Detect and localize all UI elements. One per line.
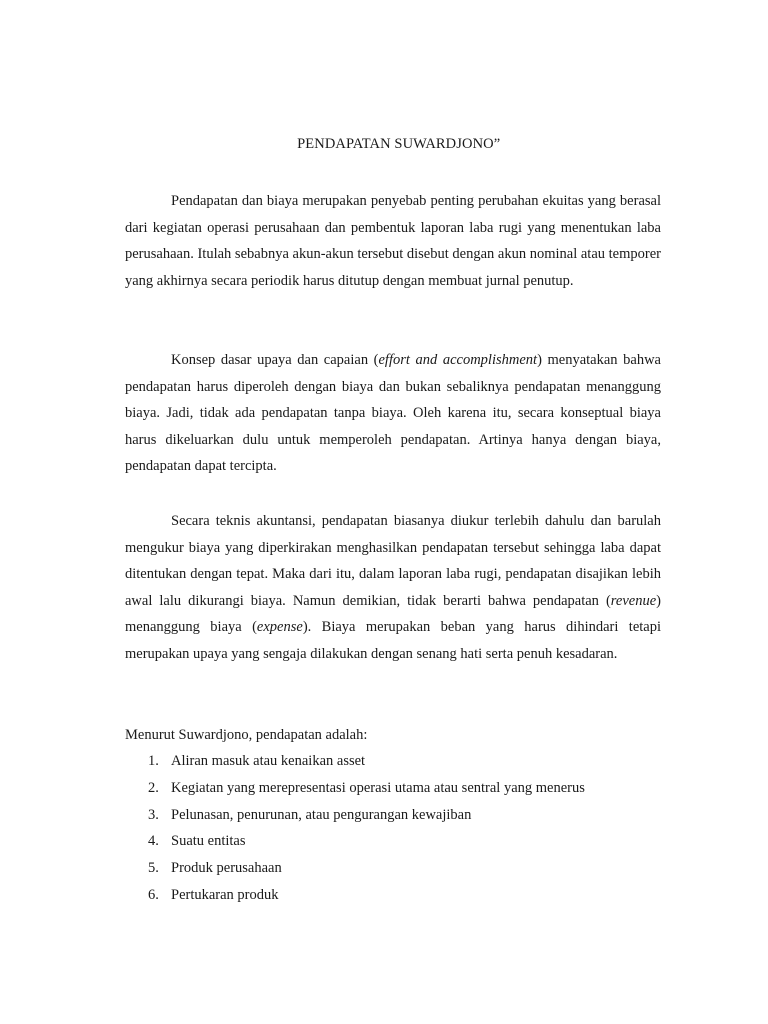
paragraph-3-part2: ) menanggung biaya ( xyxy=(125,592,661,635)
definition-list xyxy=(125,748,585,909)
paragraph-3-italic-revenue: revenue xyxy=(610,592,657,609)
list-item-number: 6. xyxy=(148,886,159,903)
list-item xyxy=(125,882,585,909)
paragraph-1: Pendapatan dan biaya merupakan penyebab penting perubahan ekuitas yang berasal dari kegiatan operasi perusahaan dan pembentuk laporan laba rugi yang menentukan laba perusahaan. Itulah sebabnya akun-akun tersebut disebut dengan akun nominal atau temporer yang akhirnya secara periodik harus ditutup dengan membuat jurnal penutup. xyxy=(125,193,661,289)
paragraph-2 xyxy=(125,347,661,480)
paragraph-3 xyxy=(125,508,661,667)
list-item-text: Kegiatan yang merepresentasi operasi utama atau sentral yang menerus xyxy=(171,779,585,796)
list-item xyxy=(125,748,585,775)
paragraph-2-part2: ) menyatakan bahwa pendapatan harus diperoleh dengan biaya dan bukan sebaliknya pendapatan menanggung biaya. Jadi, tidak ada pendapatan tanpa biaya. Oleh karena itu, secara konseptual biaya harus dikeluarkan dulu untuk memperoleh pendapatan. Artinya hanya dengan biaya, pendapatan dapat tercipta. xyxy=(125,352,661,474)
list-item-number: 5. xyxy=(148,860,159,877)
list-item-number: 2. xyxy=(148,779,159,796)
list-item-text: Suatu entitas xyxy=(171,833,246,850)
list-item-text: Produk perusahaan xyxy=(171,860,282,877)
paragraph-3-part3: ). Biaya merupakan beban yang harus dihindari tetapi merupakan upaya yang sengaja dilakukan dengan senang hati serta penuh kesadaran. xyxy=(125,619,661,662)
paragraph-3-part1: Secara teknis akuntansi, pendapatan biasanya diukur terlebih dahulu dan barulah mengukur biaya yang diperkirakan menghasilkan pendapatan tersebut sehingga laba dapat ditentukan dengan tepat. Maka dari itu, dalam laporan laba rugi, pendapatan disajikan lebih awal lalu dikurangi biaya. Namun demikian, tidak berarti bahwa pendapatan ( xyxy=(125,513,661,609)
paragraph-2-part1: Konsep dasar upaya dan capaian ( xyxy=(171,352,379,368)
list-item-number: 3. xyxy=(148,806,159,823)
list-item-number: 4. xyxy=(148,833,159,850)
list-item-text: Pelunasan, penurunan, atau pengurangan kewajiban xyxy=(171,806,472,823)
document-title: PENDAPATAN SUWARDJONO” xyxy=(291,136,495,152)
list-intro: Menurut Suwardjono, pendapatan adalah: xyxy=(125,727,368,743)
list-item xyxy=(125,828,585,855)
list-item-text: Aliran masuk atau kenaikan asset xyxy=(171,753,366,769)
list-item xyxy=(125,775,585,802)
list-item xyxy=(125,855,585,882)
list-item-text: Pertukaran produk xyxy=(171,886,279,903)
list-item-number: 1. xyxy=(148,753,159,769)
paragraph-2-italic: effort and accomplishment xyxy=(378,352,538,368)
paragraph-3-italic-expense: expense xyxy=(256,619,303,635)
list-item xyxy=(125,802,585,829)
